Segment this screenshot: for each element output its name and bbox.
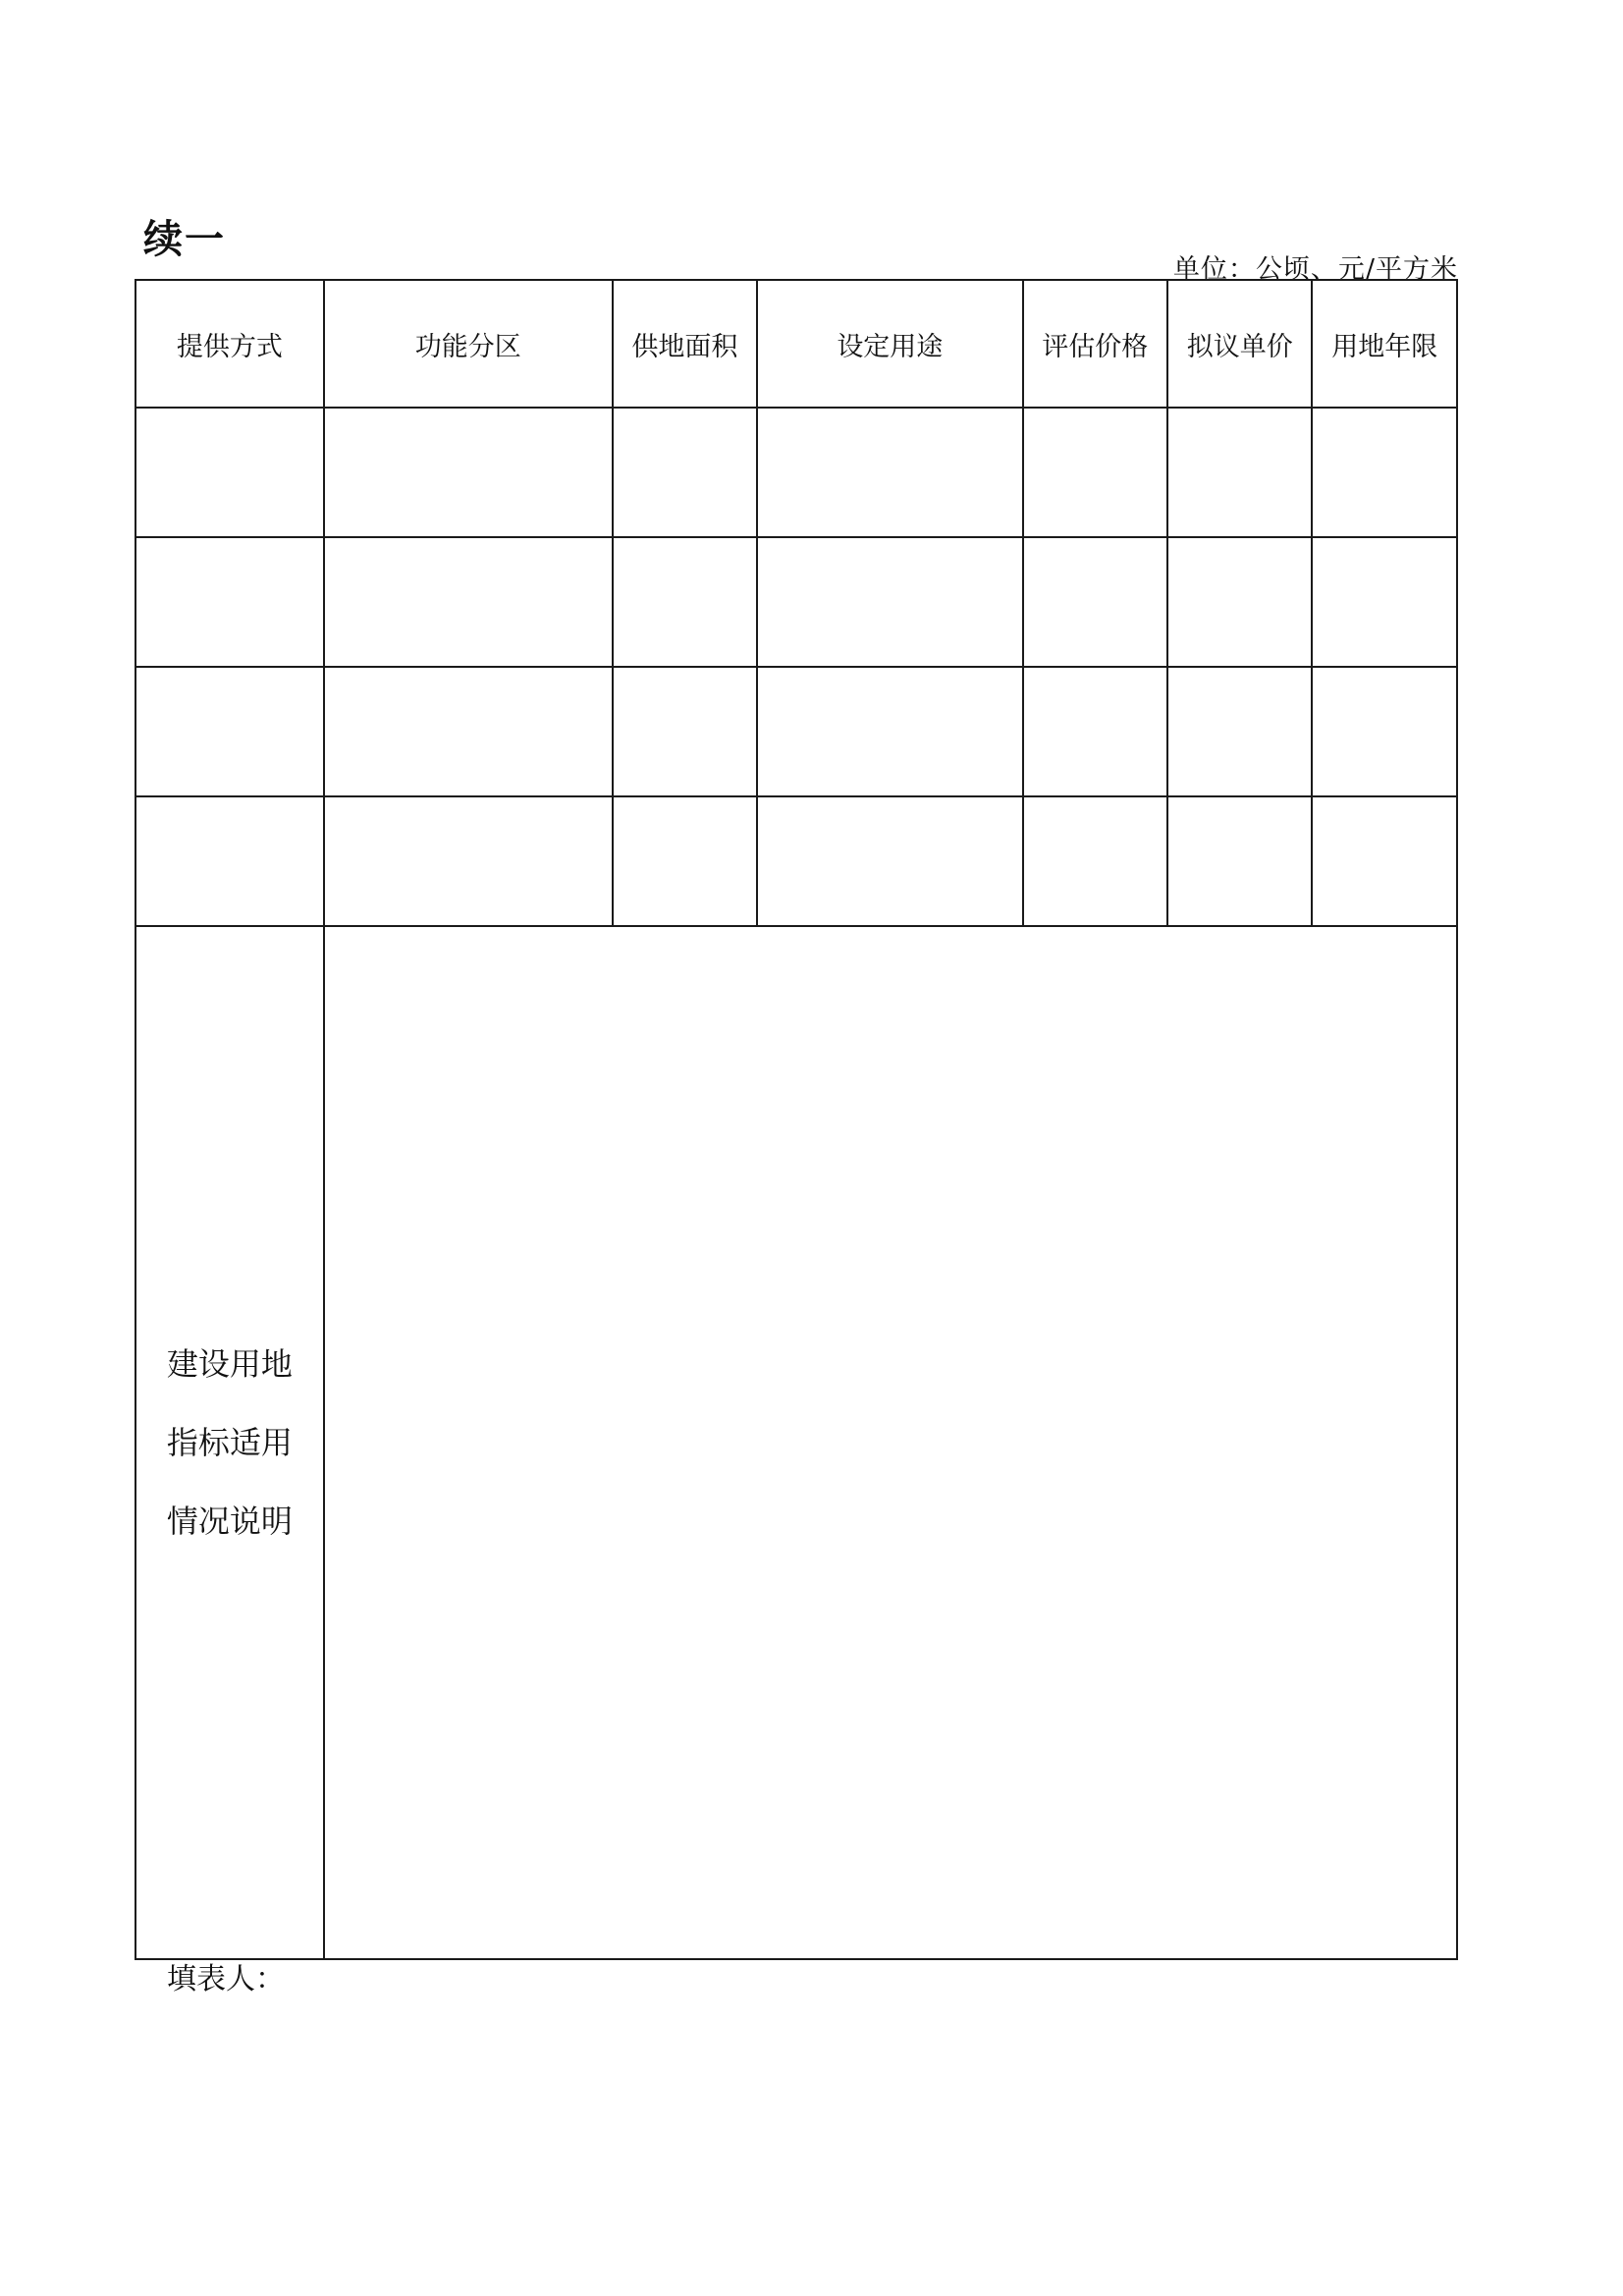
filler-line (167, 1954, 579, 1997)
land-supply-table (135, 279, 1458, 1960)
header-supply-method: 提供方式 (135, 280, 324, 408)
remark-label-line: 情况说明 (166, 1503, 293, 1540)
table-cell[interactable] (1312, 796, 1457, 926)
table-header-row (135, 280, 1457, 408)
remark-label-line: 建设用地 (166, 1345, 293, 1383)
table-cell[interactable] (1312, 667, 1457, 796)
table-cell[interactable] (757, 408, 1023, 537)
table-row (135, 408, 1457, 537)
table-cell[interactable] (135, 796, 324, 926)
remark-label-line: 指标适用 (166, 1424, 293, 1461)
table-cell[interactable] (757, 667, 1023, 796)
table-cell[interactable] (757, 796, 1023, 926)
header-land-use-term: 用地年限 (1312, 280, 1457, 408)
table-cell[interactable] (1167, 796, 1312, 926)
table-cell[interactable] (324, 796, 613, 926)
table-cell[interactable] (613, 796, 757, 926)
table-row (135, 796, 1457, 926)
header-proposed-unit-price: 拟议单价 (1167, 280, 1312, 408)
table-cell[interactable] (1023, 667, 1167, 796)
remark-label (135, 926, 324, 1959)
table-cell[interactable] (1023, 537, 1167, 667)
remark-content-field[interactable] (324, 926, 1457, 1959)
table-cell[interactable] (1023, 408, 1167, 537)
table-cell[interactable] (1167, 408, 1312, 537)
table-row (135, 667, 1457, 796)
header-designated-use: 设定用途 (757, 280, 1023, 408)
table-cell[interactable] (135, 408, 324, 537)
table-cell[interactable] (324, 667, 613, 796)
table-cell[interactable] (1312, 408, 1457, 537)
header-functional-zone: 功能分区 (324, 280, 613, 408)
header-appraised-price: 评估价格 (1023, 280, 1167, 408)
table-cell[interactable] (324, 408, 613, 537)
table-cell[interactable] (757, 537, 1023, 667)
table-cell[interactable] (1023, 796, 1167, 926)
table-cell[interactable] (613, 537, 757, 667)
table-cell[interactable] (1312, 537, 1457, 667)
table-row (135, 537, 1457, 667)
table-cell[interactable] (613, 408, 757, 537)
table-cell[interactable] (1167, 667, 1312, 796)
unit-note: 单位：公顷、元/平方米 (1172, 254, 1458, 285)
table-cell[interactable] (1167, 537, 1312, 667)
table-cell[interactable] (613, 667, 757, 796)
filler-label: 填表人： (167, 1962, 285, 1996)
table-cell[interactable] (135, 537, 324, 667)
remark-row (135, 926, 1457, 1959)
table-cell[interactable] (324, 537, 613, 667)
page-title: 续一 (143, 217, 226, 262)
header-supply-area: 供地面积 (613, 280, 757, 408)
table-cell[interactable] (135, 667, 324, 796)
